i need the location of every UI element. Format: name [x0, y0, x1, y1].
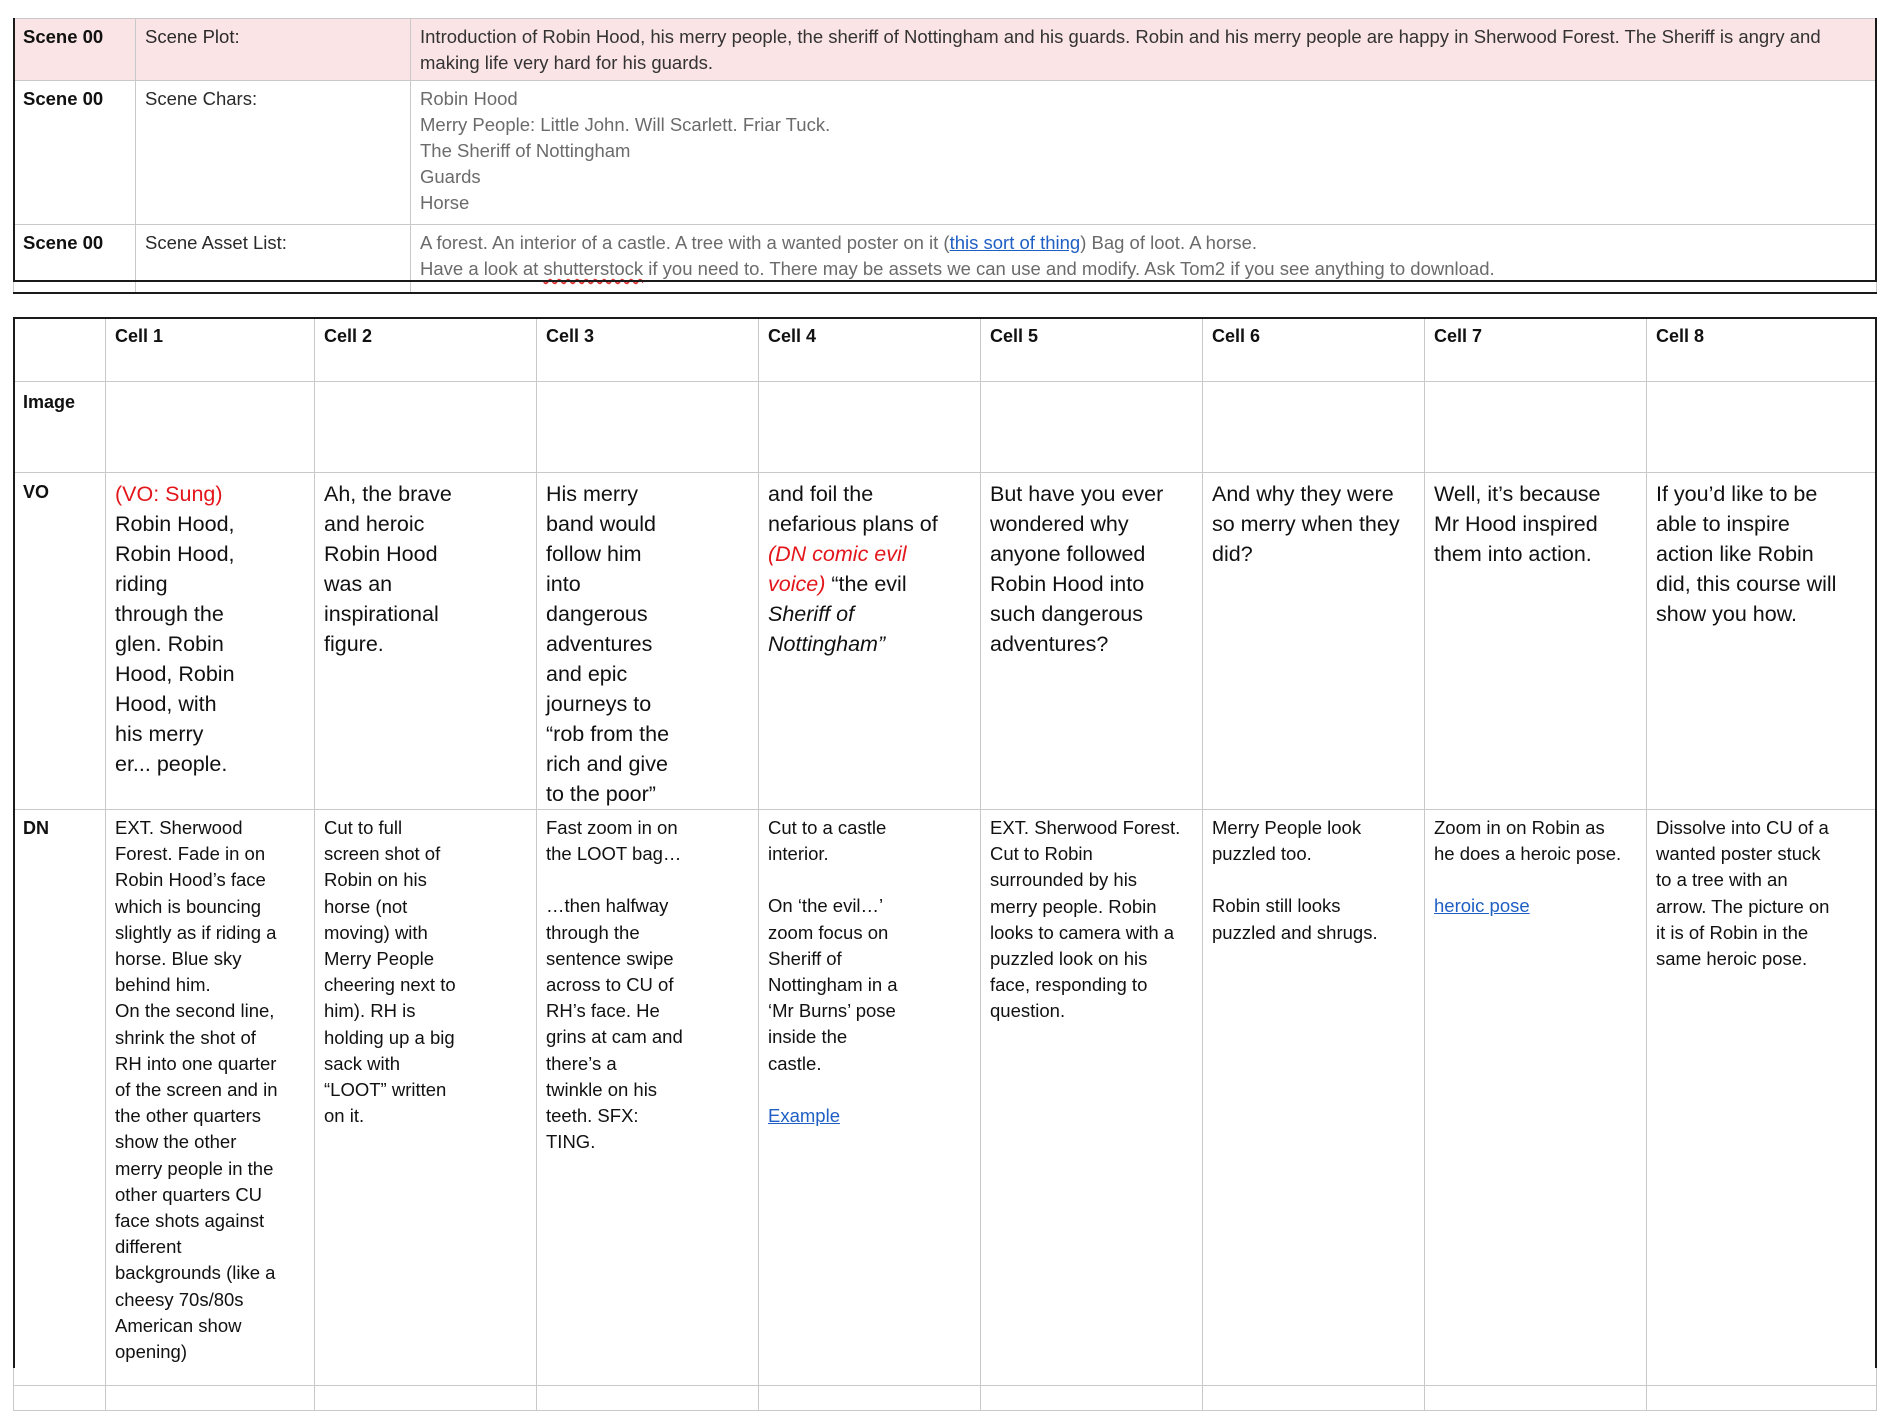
dn-line: opening) — [115, 1341, 188, 1363]
vo-line: Mr Hood inspired — [1434, 512, 1598, 536]
dn-line: surrounded by his — [990, 869, 1138, 891]
this-sort-of-thing-link[interactable]: this sort of thing — [949, 232, 1081, 253]
dn-line: same heroic pose. — [1656, 948, 1808, 970]
partial-cell — [315, 1386, 537, 1411]
image-cell[interactable] — [1647, 382, 1877, 473]
dn-line: sentence swipe — [546, 947, 674, 969]
partial-cell — [14, 1386, 106, 1411]
dn-line: Cut to full — [324, 817, 403, 838]
dn-cell-4[interactable] — [759, 810, 981, 1386]
cell-header: Cell 5 — [981, 318, 1203, 382]
vo-line-italic: Sheriff of — [768, 602, 855, 626]
char-item: The Sheriff of Nottingham — [420, 140, 631, 161]
dn-row — [14, 810, 1877, 1386]
dn-line: On ‘the evil…’ — [768, 895, 884, 917]
char-item: Robin Hood — [420, 88, 518, 109]
vo-line — [768, 569, 971, 599]
dn-line: twinkle on his — [546, 1078, 658, 1100]
paragraph-gap — [768, 1077, 971, 1103]
image-cell[interactable] — [106, 382, 315, 473]
vo-cell-2[interactable] — [315, 473, 537, 810]
vo-line: into — [546, 572, 581, 596]
vo-line: wondered why — [990, 512, 1129, 536]
vo-line: his merry — [115, 722, 204, 746]
heroic-pose-link[interactable]: heroic pose — [1434, 895, 1530, 917]
partial-cell — [106, 1386, 315, 1411]
dn-line: other quarters CU — [115, 1183, 263, 1205]
image-cell[interactable] — [981, 382, 1203, 473]
vo-line: His merry — [546, 482, 638, 506]
vo-cell-1[interactable] — [106, 473, 315, 810]
asset-text: Have a look at — [420, 258, 544, 279]
dn-line: puzzled too. — [1212, 843, 1312, 865]
paragraph-gap — [1212, 867, 1415, 893]
dn-cell-3[interactable] — [537, 810, 759, 1386]
vo-line: was an — [324, 572, 393, 596]
vo-cell-6[interactable] — [1203, 473, 1425, 810]
dn-line: screen shot of — [324, 843, 441, 865]
vo-line: and foil the — [768, 482, 874, 506]
dn-line: backgrounds (like a — [115, 1262, 276, 1284]
asset-line — [420, 230, 1867, 256]
dn-line: castle. — [768, 1052, 822, 1074]
cell-header: Cell 3 — [537, 318, 759, 382]
scene-table-left-border — [13, 18, 15, 282]
dn-line: show the other — [115, 1131, 237, 1153]
next-row-partial — [14, 1386, 1877, 1411]
dn-line: RH’s face. He — [546, 1000, 660, 1022]
image-cell[interactable] — [537, 382, 759, 473]
partial-cell — [981, 1386, 1203, 1411]
vo-row — [14, 473, 1877, 810]
scene-number: Scene 00 — [14, 225, 136, 294]
vo-line: dangerous — [546, 602, 648, 626]
row-label-vo: VO — [14, 473, 106, 810]
scene-assets-row — [14, 225, 1877, 294]
scene-plot-label: Scene Plot: — [136, 19, 411, 81]
vo-line: them into action. — [1434, 542, 1592, 566]
dn-line: face, responding to — [990, 974, 1148, 996]
dn-line: sack with — [324, 1052, 401, 1074]
cell-header: Cell 1 — [106, 318, 315, 382]
dn-line: puzzled look on his — [990, 948, 1148, 970]
dn-line: him). RH is — [324, 1000, 416, 1022]
dn-cell-5[interactable] — [981, 810, 1203, 1386]
dn-line: merry people in the — [115, 1157, 274, 1179]
vo-line: adventures — [546, 632, 653, 656]
cell-header: Cell 4 — [759, 318, 981, 382]
dn-line: ‘Mr Burns’ pose — [768, 1000, 896, 1022]
dn-line: Dissolve into CU of a — [1656, 817, 1829, 838]
cell-header: Cell 6 — [1203, 318, 1425, 382]
dn-line: the LOOT bag… — [546, 843, 682, 865]
scene-number: Scene 00 — [14, 81, 136, 225]
dn-line: interior. — [768, 843, 829, 865]
char-item: Merry People: Little John. Will Scarlett. Friar Tuck. — [420, 114, 831, 135]
dn-line: grins at cam and — [546, 1026, 683, 1048]
vo-line: Ah, the brave — [324, 482, 452, 506]
asset-text: A forest. An interior of a castle. A tree with a wanted poster on it ( — [420, 232, 950, 253]
dn-line: merry people. Robin — [990, 895, 1157, 917]
dn-line: Zoom in on Robin as — [1434, 817, 1605, 838]
dn-line: wanted poster stuck — [1656, 843, 1821, 865]
image-cell[interactable] — [315, 382, 537, 473]
vo-line: through the — [115, 602, 224, 626]
vo-line: follow him — [546, 542, 642, 566]
dn-line: question. — [990, 1000, 1066, 1022]
row-label-image: Image — [14, 382, 106, 473]
partial-cell — [537, 1386, 759, 1411]
vo-line: band would — [546, 512, 656, 536]
dn-line: the other quarters — [115, 1105, 262, 1127]
asset-text: if you need to. There may be assets we can use and modify. Ask Tom2 if you see anything to download. — [643, 258, 1495, 279]
vo-line: figure. — [324, 632, 384, 656]
dn-cell-2[interactable] — [315, 810, 537, 1386]
vo-text: “the evil — [825, 572, 907, 596]
vo-cell-3[interactable] — [537, 473, 759, 810]
dn-line: EXT. Sherwood Forest. — [990, 817, 1181, 838]
cells-header-row — [14, 318, 1877, 382]
asset-text: ) Bag of loot. A horse. — [1080, 232, 1258, 253]
dn-line: Cut to Robin — [990, 843, 1093, 865]
dn-line: Sheriff of — [768, 947, 842, 969]
vo-cell-4[interactable] — [759, 473, 981, 810]
dn-line: RH into one quarter — [115, 1052, 277, 1074]
paragraph-gap — [768, 867, 971, 893]
example-link[interactable]: Example — [768, 1104, 840, 1126]
dn-line: to a tree with an — [1656, 869, 1788, 891]
vo-line: anyone followed — [990, 542, 1146, 566]
vo-cell-5[interactable] — [981, 473, 1203, 810]
vo-line: Hood, with — [115, 692, 217, 716]
partial-cell — [1203, 1386, 1425, 1411]
dn-line: shrink the shot of — [115, 1026, 256, 1048]
dn-line: across to CU of — [546, 974, 674, 996]
dn-line: face shots against — [115, 1210, 265, 1232]
cell-header: Cell 2 — [315, 318, 537, 382]
vo-line: show you how. — [1656, 602, 1798, 626]
scene-number: Scene 00 — [14, 19, 136, 81]
vo-cell-8[interactable] — [1647, 473, 1877, 810]
dn-line: inside the — [768, 1026, 848, 1048]
dn-line: on it. — [324, 1105, 365, 1127]
vo-line: and epic — [546, 662, 628, 686]
partial-cell — [1647, 1386, 1877, 1411]
vo-line: riding — [115, 572, 168, 596]
dn-line: looks to camera with a — [990, 921, 1175, 943]
dn-line: horse. Blue sky — [115, 948, 242, 970]
dn-line: …then halfway — [546, 895, 669, 917]
scene-assets-label: Scene Asset List: — [136, 225, 411, 294]
dn-line: arrow. The picture on — [1656, 895, 1830, 917]
image-cell[interactable] — [759, 382, 981, 473]
vo-cell-7[interactable] — [1425, 473, 1647, 810]
scene-plot-text[interactable]: Introduction of Robin Hood, his merry people, the sheriff of Nottingham and his guards. Robin and his merry people are happy in Sherwood Forest. The Sheriff is angry and making life very hard for his guards. — [411, 19, 1877, 81]
vo-line: adventures? — [990, 632, 1109, 656]
scene-info-table — [13, 18, 1877, 294]
corner-cell — [14, 318, 106, 382]
vo-line-italic: Nottingham” — [768, 632, 886, 656]
cell-header: Cell 8 — [1647, 318, 1877, 382]
vo-line: did, this course will — [1656, 572, 1837, 596]
paragraph-gap — [1434, 867, 1637, 893]
dn-line: Forest. Fade in on — [115, 843, 266, 865]
dn-line: “LOOT” written — [324, 1079, 447, 1101]
vo-line: to the poor” — [546, 782, 656, 806]
vo-line: “rob from the — [546, 722, 670, 746]
dn-line: he does a heroic pose. — [1434, 843, 1622, 865]
image-row — [14, 382, 1877, 473]
dn-line: horse (not — [324, 895, 408, 917]
dn-line: Robin Hood’s face — [115, 869, 266, 891]
scene-plot-row — [14, 19, 1877, 81]
paragraph-gap — [546, 867, 749, 893]
dn-line: cheering next to — [324, 974, 456, 996]
dn-line: puzzled and shrugs. — [1212, 921, 1378, 943]
scene-assets-text[interactable] — [411, 225, 1877, 294]
vo-line: journeys to — [546, 692, 652, 716]
vo-line: Robin Hood, — [115, 542, 235, 566]
vo-line: Hood, Robin — [115, 662, 235, 686]
scene-chars-list[interactable] — [411, 81, 1877, 225]
vo-line: such dangerous — [990, 602, 1143, 626]
image-cell[interactable] — [1425, 382, 1647, 473]
dn-line: slightly as if riding a — [115, 921, 277, 943]
vo-line: did? — [1212, 542, 1253, 566]
dn-line: holding up a big — [324, 1026, 455, 1048]
vo-line: And why they were — [1212, 482, 1394, 506]
vo-line: er... people. — [115, 752, 228, 776]
scene-chars-row — [14, 81, 1877, 225]
vo-line: Robin Hood — [324, 542, 438, 566]
vo-line: glen. Robin — [115, 632, 224, 656]
dn-line: different — [115, 1236, 182, 1258]
vo-line: nefarious plans of — [768, 512, 938, 536]
scene-chars-label: Scene Chars: — [136, 81, 411, 225]
dn-line: of the screen and in — [115, 1079, 278, 1101]
vo-line: Robin Hood into — [990, 572, 1145, 596]
vo-line: and heroic — [324, 512, 425, 536]
char-item: Guards — [420, 166, 481, 187]
dn-line: zoom focus on — [768, 921, 889, 943]
dn-line: American show — [115, 1314, 242, 1336]
spellcheck-word[interactable]: shutterstock — [543, 258, 644, 279]
dn-voice-note: (DN comic evil — [768, 542, 907, 566]
vo-line: inspirational — [324, 602, 439, 626]
dn-line: which is bouncing — [115, 895, 262, 917]
vo-line: action like Robin — [1656, 542, 1814, 566]
dn-line: there’s a — [546, 1052, 617, 1074]
dn-line: cheesy 70s/80s — [115, 1288, 244, 1310]
dn-line: TING. — [546, 1131, 596, 1153]
partial-cell — [759, 1386, 981, 1411]
vo-line: But have you ever — [990, 482, 1164, 506]
dn-line: through the — [546, 921, 640, 943]
dn-voice-note: voice) — [768, 572, 826, 596]
dn-line: On the second line, — [115, 1000, 275, 1022]
asset-line — [420, 256, 1867, 282]
partial-cell — [1425, 1386, 1647, 1411]
dn-line: Merry People look — [1212, 817, 1362, 838]
dn-line: behind him. — [115, 974, 211, 996]
dn-line: teeth. SFX: — [546, 1105, 639, 1127]
dn-line: Fast zoom in on — [546, 817, 678, 838]
cell-header: Cell 7 — [1425, 318, 1647, 382]
dn-cell-6[interactable] — [1203, 810, 1425, 1386]
dn-cell-1[interactable] — [106, 810, 315, 1386]
dn-line: moving) with — [324, 921, 428, 943]
char-item: Horse — [420, 192, 470, 213]
vo-line: Well, it’s because — [1434, 482, 1601, 506]
dn-cell-8[interactable] — [1647, 810, 1877, 1386]
vo-sung-note: (VO: Sung) — [115, 482, 223, 506]
dn-line: Nottingham in a — [768, 974, 898, 996]
dn-line: EXT. Sherwood — [115, 817, 243, 838]
vo-line: so merry when they — [1212, 512, 1400, 536]
vo-line: If you’d like to be — [1656, 482, 1818, 506]
dn-line: it is of Robin in the — [1656, 921, 1809, 943]
dn-cell-7[interactable] — [1425, 810, 1647, 1386]
dn-line: Cut to a castle — [768, 817, 887, 838]
row-label-dn: DN — [14, 810, 106, 1386]
dn-line: Merry People — [324, 948, 435, 970]
image-cell[interactable] — [1203, 382, 1425, 473]
dn-line: Robin still looks — [1212, 895, 1341, 917]
storyboard-cells-table — [13, 317, 1877, 1411]
vo-line: Robin Hood, — [115, 512, 235, 536]
vo-line: rich and give — [546, 752, 668, 776]
vo-line: able to inspire — [1656, 512, 1790, 536]
dn-line: Robin on his — [324, 869, 427, 891]
